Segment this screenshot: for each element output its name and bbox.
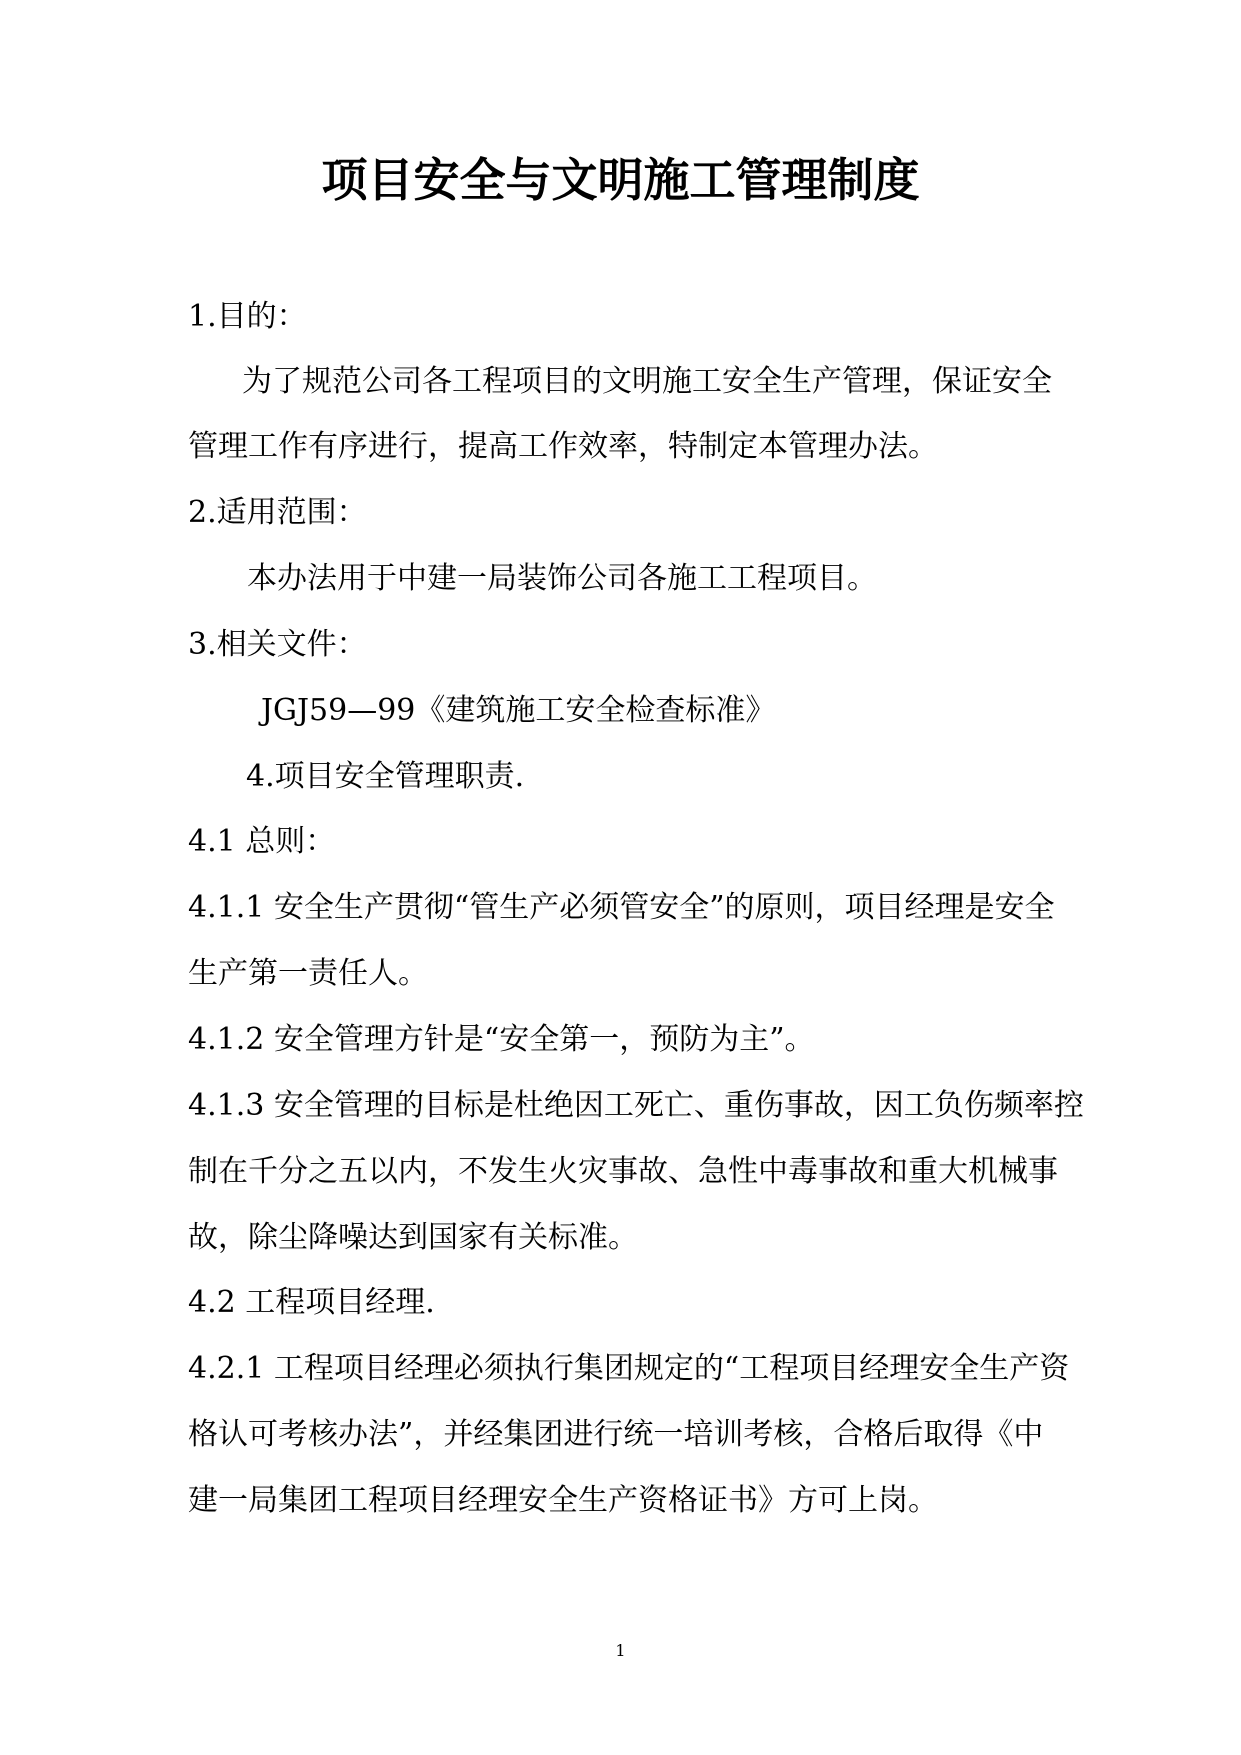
clause-4-1-3-line-2: 制在千分之五以内，不发生火灾事故、急性中毒事故和重大机械事: [188, 1154, 1058, 1189]
clause-4-2-1-line-3: 建一局集团工程项目经理安全生产资格证书》方可上岗。: [188, 1483, 938, 1518]
document-title: 项目安全与文明施工管理制度: [321, 153, 920, 207]
section-4-2-heading: 4.2 工程项目经理.: [188, 1285, 435, 1320]
clause-4-1-1-line-1: 4.1.1 安全生产贯彻“管生产必须管安全”的原则，项目经理是安全: [188, 890, 1055, 925]
paragraph-1-line-1: 为了规范公司各工程项目的文明施工安全生产管理，保证安全: [242, 364, 1052, 399]
paragraph-2: 本办法用于中建一局装饰公司各施工工程项目。: [247, 561, 877, 596]
clause-4-2-1-line-2: 格认可考核办法”，并经集团进行统一培训考核，合格后取得《中: [188, 1417, 1044, 1452]
section-2-heading: 2.适用范围：: [188, 495, 367, 530]
section-4-1-heading: 4.1 总则：: [188, 824, 336, 859]
section-4-heading: 4.项目安全管理职责.: [246, 759, 525, 794]
clause-4-1-1-line-2: 生产第一责任人。: [188, 956, 428, 991]
clause-4-1-3-line-3: 故，除尘降噪达到国家有关标准。: [188, 1220, 638, 1255]
clause-4-1-2: 4.1.2 安全管理方针是“安全第一，预防为主”。: [188, 1022, 815, 1057]
clause-4-1-3-line-1: 4.1.3 安全管理的目标是杜绝因工死亡、重伤事故，因工负伤频率控: [188, 1088, 1084, 1123]
section-3-heading: 3.相关文件：: [188, 627, 367, 662]
section-1-heading: 1.目的：: [188, 299, 307, 334]
page-number: 1: [615, 1641, 626, 1660]
clause-4-2-1-line-1: 4.2.1 工程项目经理必须执行集团规定的“工程项目经理安全生产资: [188, 1351, 1070, 1386]
referenced-standard: JGJ59—99《建筑施工安全检查标准》: [261, 693, 776, 728]
paragraph-1-line-2: 管理工作有序进行，提高工作效率，特制定本管理办法。: [188, 429, 938, 464]
